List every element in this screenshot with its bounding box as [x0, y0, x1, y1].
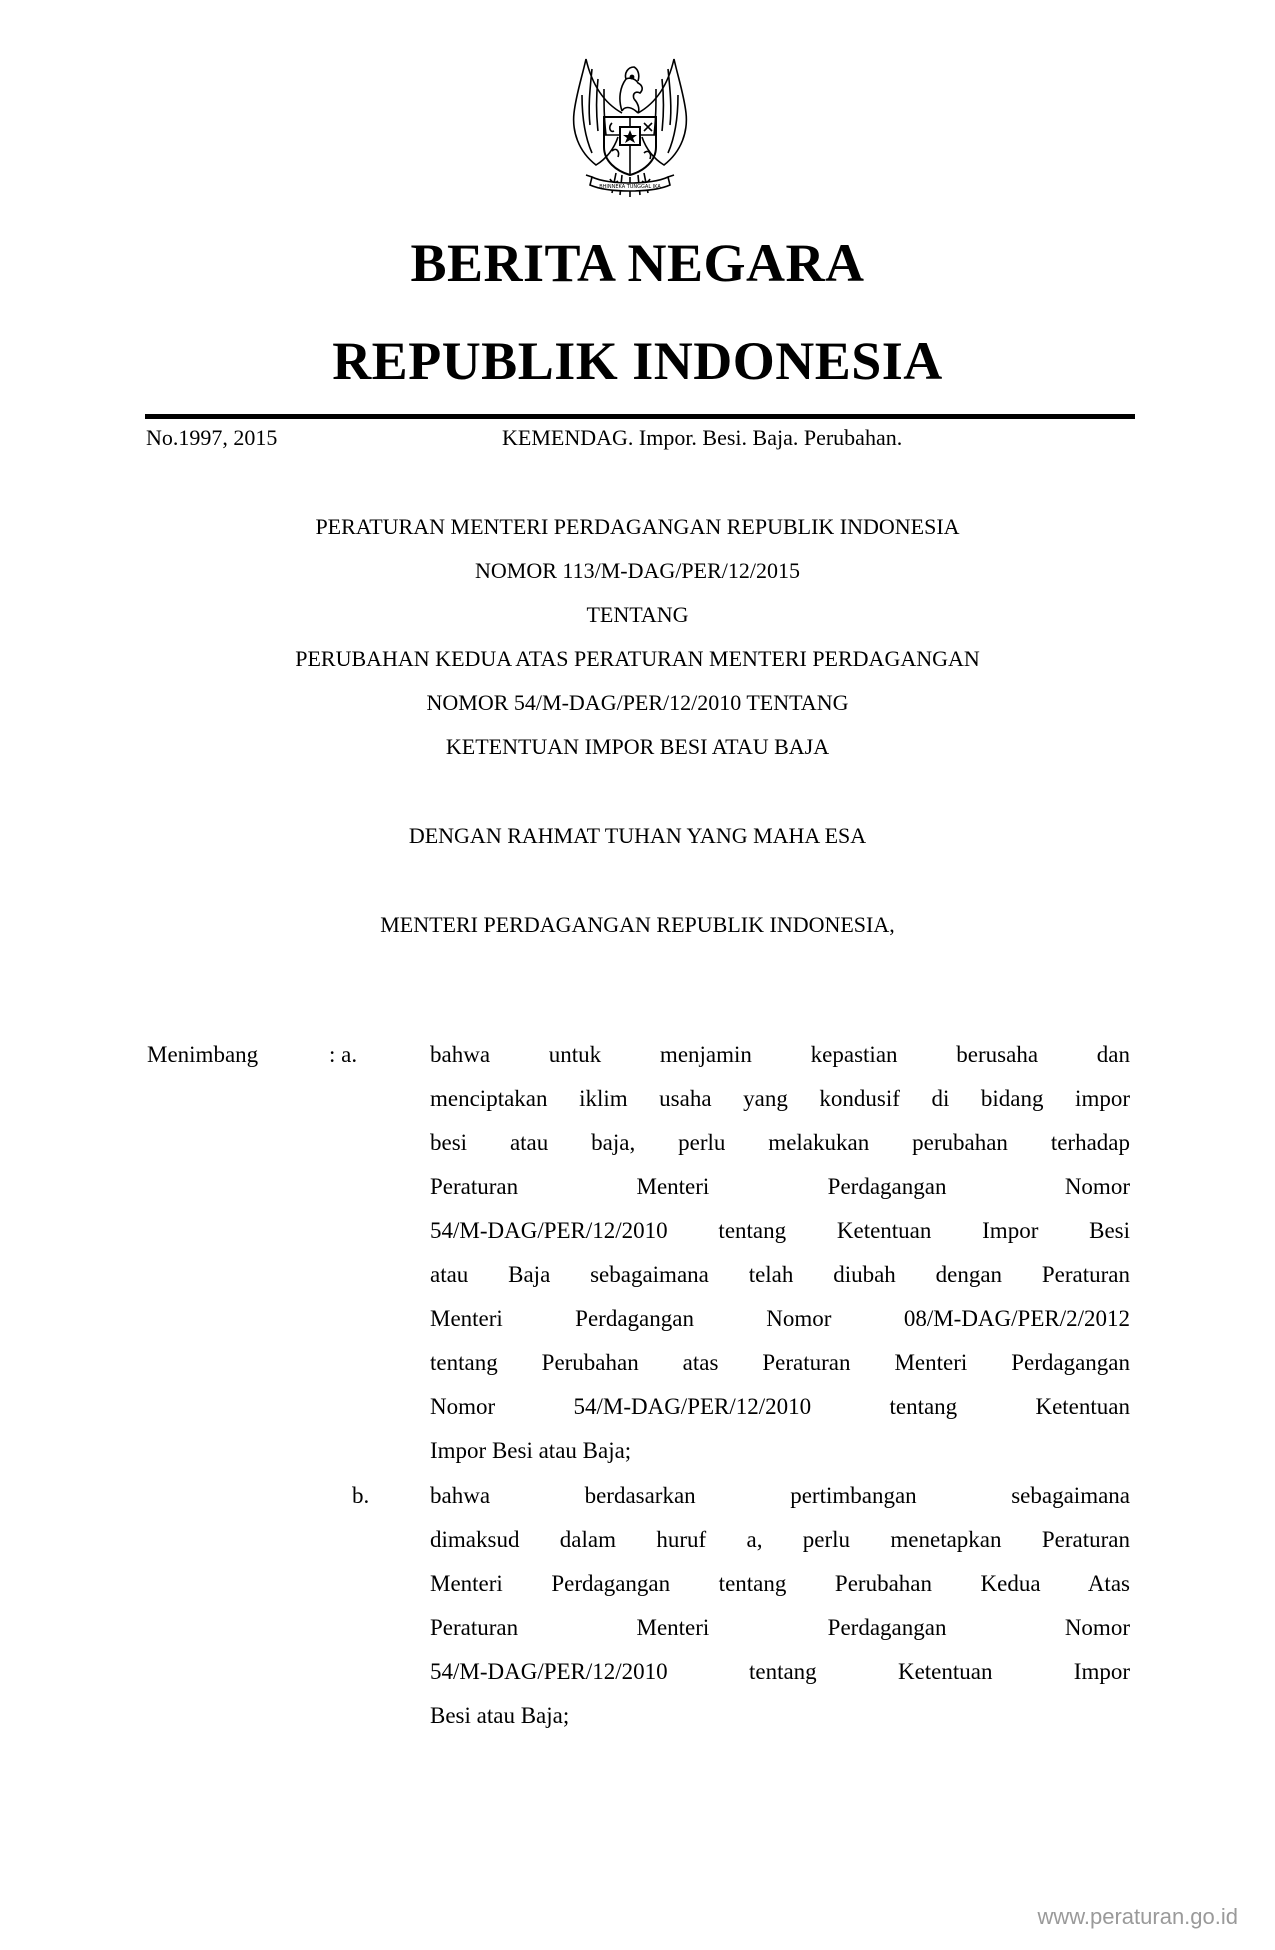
- paragraph-line: atau Baja sebagaimana telah diubah dengan Peraturan: [430, 1262, 1130, 1287]
- paragraph-line: Impor Besi atau Baja;: [430, 1438, 632, 1463]
- masthead-title-line-1: BERITA NEGARA: [410, 233, 865, 293]
- footer-url: www.peraturan.go.id: [1037, 1904, 1238, 1929]
- considering-item-a-marker: : a.: [329, 1042, 358, 1067]
- regulation-heading-line: NOMOR 54/M-DAG/PER/12/2010 TENTANG: [426, 690, 849, 715]
- regulation-heading-line: KETENTUAN IMPOR BESI ATAU BAJA: [445, 734, 830, 759]
- paragraph-line: 54/M-DAG/PER/12/2010 tentang Ketentuan Impor Besi: [430, 1218, 1130, 1243]
- paragraph-line: Peraturan Menteri Perdagangan Nomor: [430, 1174, 1130, 1199]
- paragraph-line: Nomor 54/M-DAG/PER/12/2010 tentang Ketentuan: [430, 1394, 1130, 1419]
- gazette-topic: KEMENDAG. Impor. Besi. Baja. Perubahan.: [502, 425, 903, 450]
- paragraph-line: Peraturan Menteri Perdagangan Nomor: [430, 1615, 1130, 1640]
- header-rule: [145, 414, 1135, 419]
- paragraph-line: dimaksud dalam huruf a, perlu menetapkan Peraturan: [430, 1527, 1130, 1552]
- considering-label: Menimbang: [147, 1042, 259, 1067]
- paragraph-line: menciptakan iklim usaha yang kondusif di bidang impor: [430, 1086, 1130, 1111]
- paragraph-line: Menteri Perdagangan tentang Perubahan Kedua Atas: [430, 1571, 1130, 1596]
- considering-item-b-text: [430, 1482, 1130, 1746]
- regulation-heading-line: PERUBAHAN KEDUA ATAS PERATURAN MENTERI PERDAGANGAN: [295, 646, 980, 671]
- authority-line: MENTERI PERDAGANGAN REPUBLIK INDONESIA,: [380, 912, 895, 937]
- masthead-title-line-2: REPUBLIK INDONESIA: [332, 331, 943, 391]
- garuda-pancasila-emblem-icon: [552, 55, 708, 207]
- paragraph-line: 54/M-DAG/PER/12/2010 tentang Ketentuan Impor: [430, 1659, 1130, 1684]
- paragraph-line: bahwa untuk menjamin kepastian berusaha dan: [430, 1042, 1130, 1067]
- considering-item-a-text: [430, 1041, 1130, 1481]
- paragraph-line: besi atau baja, perlu melakukan perubahan terhadap: [430, 1130, 1130, 1155]
- svg-text:BHINNEKA TUNGGAL IKA: BHINNEKA TUNGGAL IKA: [599, 184, 661, 190]
- paragraph-line: bahwa berdasarkan pertimbangan sebagaimana: [430, 1483, 1130, 1508]
- paragraph-line: Menteri Perdagangan Nomor 08/M-DAG/PER/2/2012: [430, 1306, 1130, 1331]
- paragraph-line: Besi atau Baja;: [430, 1703, 570, 1728]
- paragraph-line: tentang Perubahan atas Peraturan Menteri Perdagangan: [430, 1350, 1130, 1375]
- regulation-heading-line: PERATURAN MENTERI PERDAGANGAN REPUBLIK INDONESIA: [315, 514, 960, 539]
- considering-item-b-marker: b.: [352, 1483, 370, 1508]
- gazette-number: No.1997, 2015: [146, 425, 278, 450]
- regulation-heading-line: TENTANG: [586, 602, 689, 627]
- regulation-heading-line: NOMOR 113/M-DAG/PER/12/2015: [475, 558, 800, 583]
- blessing-line: DENGAN RAHMAT TUHAN YANG MAHA ESA: [408, 823, 867, 848]
